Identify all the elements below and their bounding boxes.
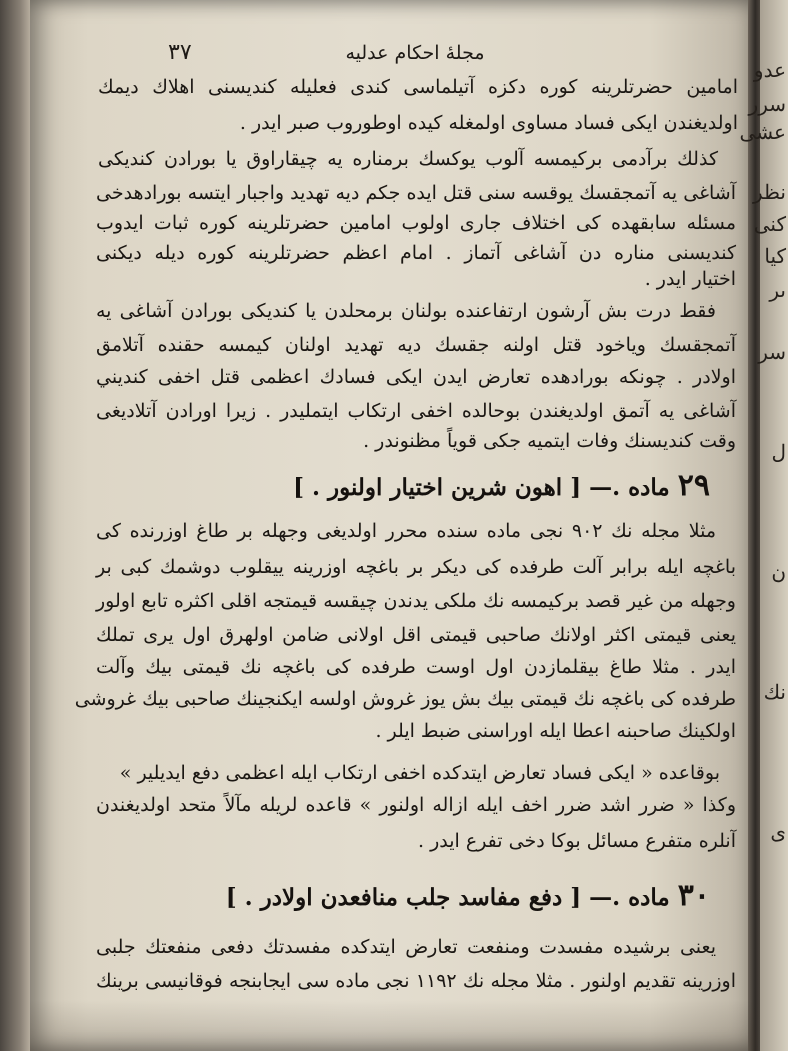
page-number: ٣٧	[168, 40, 192, 65]
text-line: وجهله من غير قصد بركيمسه نك ملكى يدندن چيقسه قيمتجه اقلى اكثره تابع اولور	[96, 590, 736, 612]
text-line: آتمجقسك وياخود قتل اولنه جقسك ديه تهديد اولنان كيمسه حقنده آتلامق	[96, 334, 736, 356]
text-line: اختيار ايدر .	[644, 268, 736, 290]
article-title: [ دفع مفاسد جلب منافعدن اولادر . ]	[225, 884, 582, 911]
adjacent-page-fragment: ل	[771, 440, 786, 464]
text-line: كذلك برآدمى بركيمسه آلوب يوكسك برمناره يه چيقاراوق يا بورادن كنديكى	[98, 148, 718, 170]
text-line: اولكينك صاحبنه اعطا ايله اوراسنى ضبط ايلر .	[375, 720, 736, 742]
text-line: فقط درت بش آرشون ارتفاعنده بولنان برمحلدن يا كنديكى بورادن آشاغى يه	[96, 300, 716, 322]
adjacent-page-fragment: ن	[771, 560, 786, 584]
text-line: مسئله سابقهده كى اختلاف جارى اولوب امامين حضرتلرينه كوره ثبات ايدوب	[96, 212, 736, 234]
adjacent-page-fragment: نك	[763, 680, 786, 704]
text-line: وكذا « ضرر اشد ضرر اخف ايله ازاله اولنور » قاعده لريله مآلاً متحد اولديغندن	[96, 794, 736, 816]
text-line: بوقاعده « ايكى فساد تعارض ايتدكده اخفى ارتكاب ايله اعظمى دفع ايديلير »	[119, 762, 720, 784]
text-line: اوزرينه تقديم اولنور . مثلا مجله نك ١١٩٢ نجى ماده سى ايجابنجه فوقانيسى برينك	[96, 970, 736, 992]
text-line: اولديغندن ايكى فساد مساوى اولمغله كيده اوطوروب صبر ايدر .	[239, 112, 738, 134]
article-number: ٣٠	[677, 878, 710, 913]
text-line: امامين حضرتلرينه كوره دكزه آتيلماسى كندى فعليله كنديسنى اهلاك ديمك	[98, 76, 738, 98]
book-gutter-left	[0, 0, 34, 1051]
adjacent-page-fragment: ى	[770, 820, 786, 844]
text-line: باغچه ايله برابر آلت طرفده كى ديكر بر باغچه اوزرينه ييقلوب دوشمك كبى بر	[96, 556, 736, 578]
adjacent-page-fragment: سرر	[748, 92, 786, 116]
text-line: يعنى برشيده مفسدت ومنفعت تعارض ايتدكده مفسدتك دفعى منفعتك جلبى	[96, 936, 716, 958]
adjacent-page-fragment: عدو	[753, 58, 786, 82]
text-line: طرفده كى باغچه نك قيمتى بيك بش يوز غروش اولسه ايكنجينك صاحبى بيك غروشى	[74, 688, 736, 710]
page-edge	[748, 0, 760, 1051]
article-title: [ اهون شرين اختيار اولنور . ]	[293, 474, 582, 501]
running-header-title: مجلهٔ احكام عدليه	[345, 42, 485, 64]
text-line: يعنى قيمتى اكثر اولانك صاحبى قيمتى اقل اولانى ضامن اولهرق اول يرى تملك	[96, 624, 736, 646]
text-line: مثلا مجله نك ٩٠٢ نجى ماده سنده محرر اولديغى وجهله بر طاغ اوزرنده كى	[96, 520, 716, 542]
adjacent-page-fragment: عشى	[739, 120, 786, 144]
adjacent-page-fragment: نظر	[752, 180, 786, 204]
text-line: آشاغى يه آتمق اولديغندن بوحالده اخفى ارتكاب ايتمليدر . زيرا اورادن آتلاديغى	[96, 400, 736, 422]
adjacent-page-fragment: كنى	[753, 212, 786, 236]
text-line: ايدر . مثلا طاغ بيقلمازدن اول اوست طرفده كى باغچه نك قيمتى بيك وآلت	[96, 656, 736, 678]
adjacent-page-fragment: سر	[758, 340, 786, 364]
article-heading	[225, 878, 710, 913]
text-line: آنلره متفرع مسائل بوكا دخى تفرع ايدر .	[418, 830, 736, 852]
article-heading	[290, 468, 710, 503]
text-line: وقت كنديسنك وفات ايتميه جكى قوياً مظنوندر .	[363, 430, 736, 452]
text-line: آشاغى يه آتمجقسك يوقسه سنى قتل ايده جكم ديه تهديد واجبار ايتسه بورادهدخى	[96, 182, 736, 204]
article-label: ماده .—	[589, 884, 670, 911]
text-line: اولادر . چونكه بورادهده تعارض ايدن ايكى فسادك اعظمى قتل اخفى كنديني	[96, 366, 736, 388]
text-line: كنديسنى مناره دن آشاغى آتماز . امام اعظم حضرتلرينه كوره ديله ديكنى	[96, 242, 736, 264]
adjacent-page-fragment: كيا	[764, 244, 786, 268]
article-number: ٢٩	[677, 468, 710, 503]
adjacent-page	[739, 0, 788, 1051]
article-label: ماده .—	[589, 474, 670, 501]
adjacent-page-fragment: ىر	[769, 278, 786, 302]
